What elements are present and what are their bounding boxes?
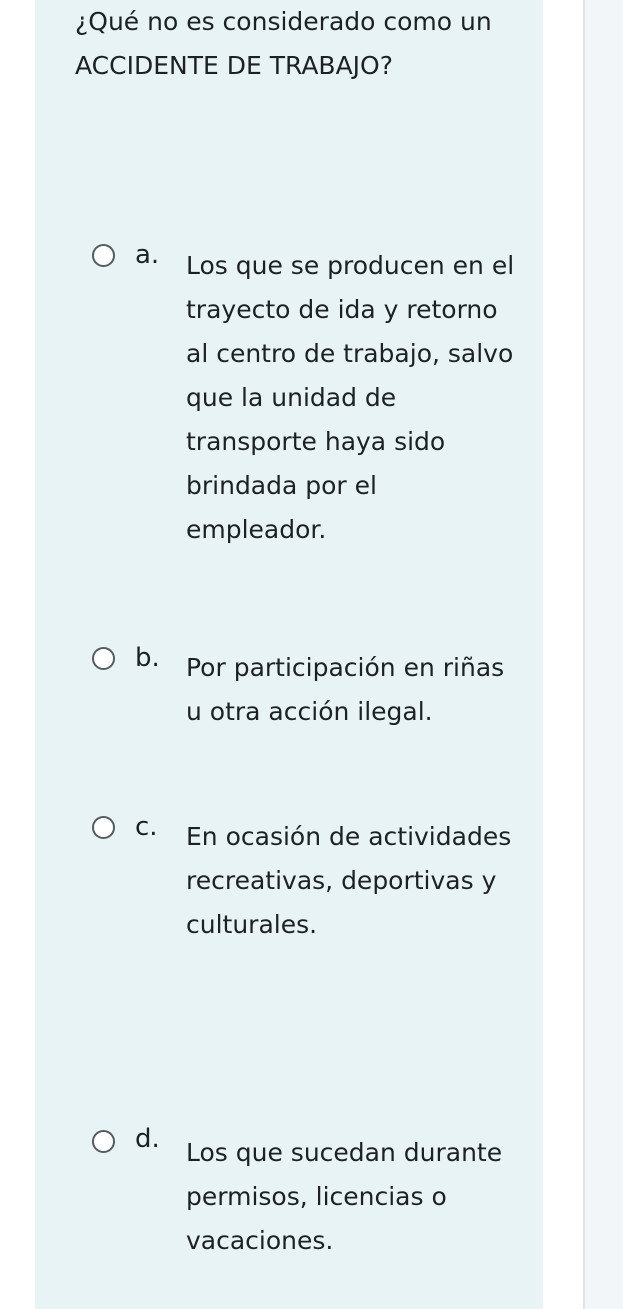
option-text[interactable]: Los que sucedan durante permisos, licencias o vacaciones. bbox=[186, 1138, 503, 1255]
option-letter: c. bbox=[135, 812, 158, 842]
option-text[interactable]: Los que se producen en el trayecto de ida y retorno al centro de trabajo, salvo que la unidad de transporte haya sido brindada por el empleador. bbox=[186, 251, 515, 544]
question-text: ¿Qué no es considerado como un ACCIDENTE DE TRABAJO? bbox=[75, 7, 492, 80]
radio-option-b[interactable] bbox=[92, 647, 115, 670]
option-text[interactable]: En ocasión de actividades recreativas, deportivas y culturales. bbox=[186, 822, 512, 939]
radio-option-d[interactable] bbox=[92, 1130, 115, 1153]
question-card bbox=[35, 0, 543, 1309]
option-letter: d. bbox=[135, 1124, 160, 1154]
radio-option-c[interactable] bbox=[92, 816, 115, 839]
option-letter: b. bbox=[135, 643, 160, 673]
radio-option-a[interactable] bbox=[92, 244, 115, 267]
side-panel bbox=[585, 0, 623, 1309]
option-letter: a. bbox=[135, 240, 160, 270]
option-text[interactable]: Por participación en riñas u otra acción ilegal. bbox=[186, 653, 505, 726]
